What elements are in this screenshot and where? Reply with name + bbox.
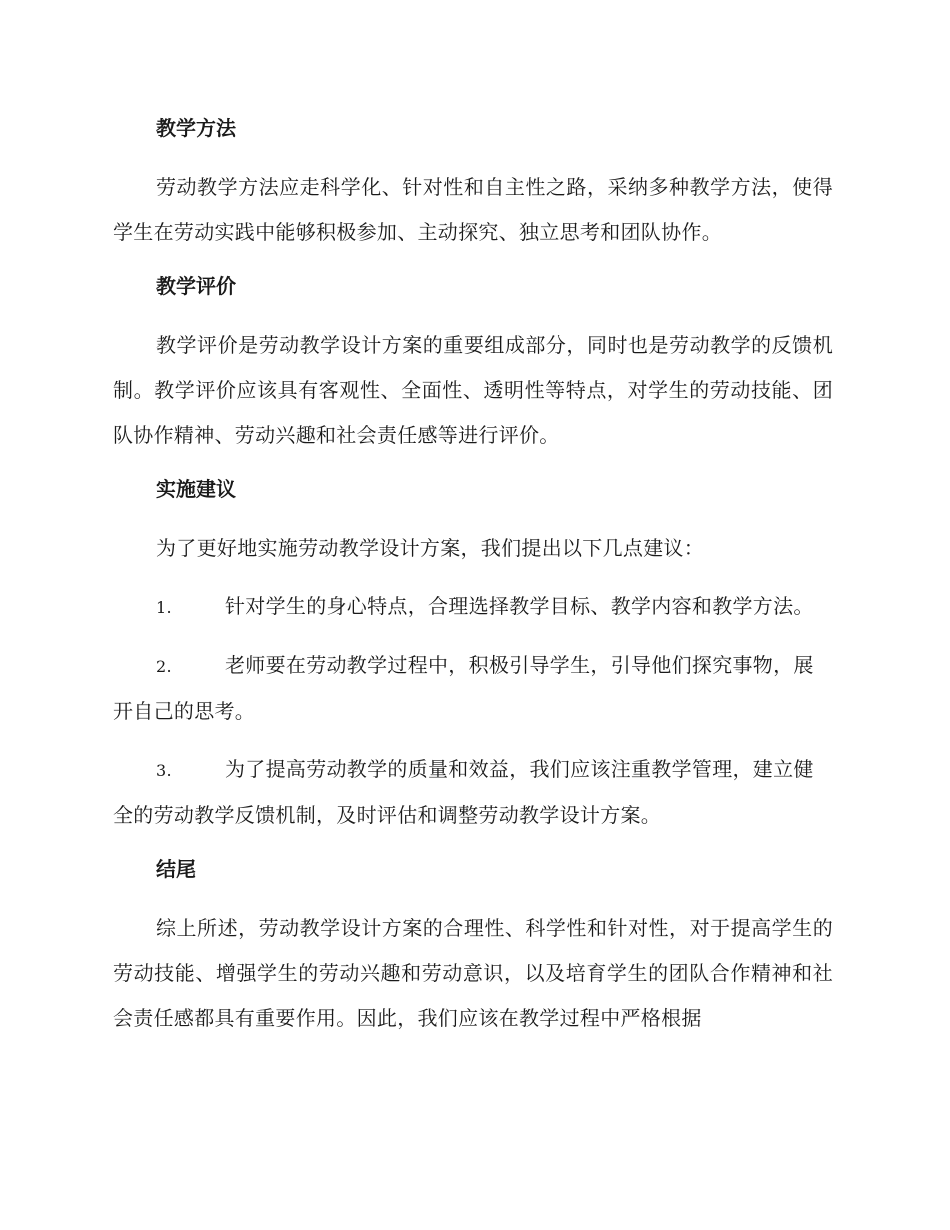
section-heading-conclusion: 结尾 [156,857,196,881]
section-paragraph-evaluation: 教学评价是劳动教学设计方案的重要组成部分，同时也是劳动教学的反馈机制。教学评价应该具有客观性、全面性、透明性等特点，对学生的劳动技能、团队协作精神、劳动兴趣和社会责任感等进行评价。 [113,333,833,447]
list-item-number: 3. [156,761,172,780]
section-paragraph-conclusion: 综上所述，劳动教学设计方案的合理性、科学性和针对性，对于提高学生的劳动技能、增强学生的劳动兴趣和劳动意识，以及培育学生的团队合作精神和社会责任感都具有重要作用。因此，我们应该在教学过程中严格根据 [113,916,833,1030]
section-paragraph-suggestions-intro: 为了更好地实施劳动教学设计方案，我们提出以下几点建议： [156,536,705,560]
section-heading-method: 教学方法 [156,116,236,140]
list-item-number: 1. [156,598,172,617]
list-item [113,747,833,838]
list-item-text: 老师要在劳动教学过程中，积极引导学生，引导他们探究事物，展开自己的思考。 [113,653,814,723]
list-item [113,643,833,734]
list-item-number: 2. [156,657,172,676]
section-heading-suggestions: 实施建议 [156,477,236,501]
list-item-text: 针对学生的身心特点，合理选择教学目标、教学内容和教学方法。 [225,594,814,618]
list-item-text: 为了提高劳动教学的质量和效益，我们应该注重教学管理，建立健全的劳动教学反馈机制，及时评估和调整劳动教学设计方案。 [113,757,814,827]
document-page [113,110,833,1054]
section-heading-evaluation: 教学评价 [156,274,236,298]
list-item [113,584,833,630]
section-paragraph-method: 劳动教学方法应走科学化、针对性和自主性之路，采纳多种教学方法，使得学生在劳动实践中能够积极参加、主动探究、独立思考和团队协作。 [113,175,833,244]
